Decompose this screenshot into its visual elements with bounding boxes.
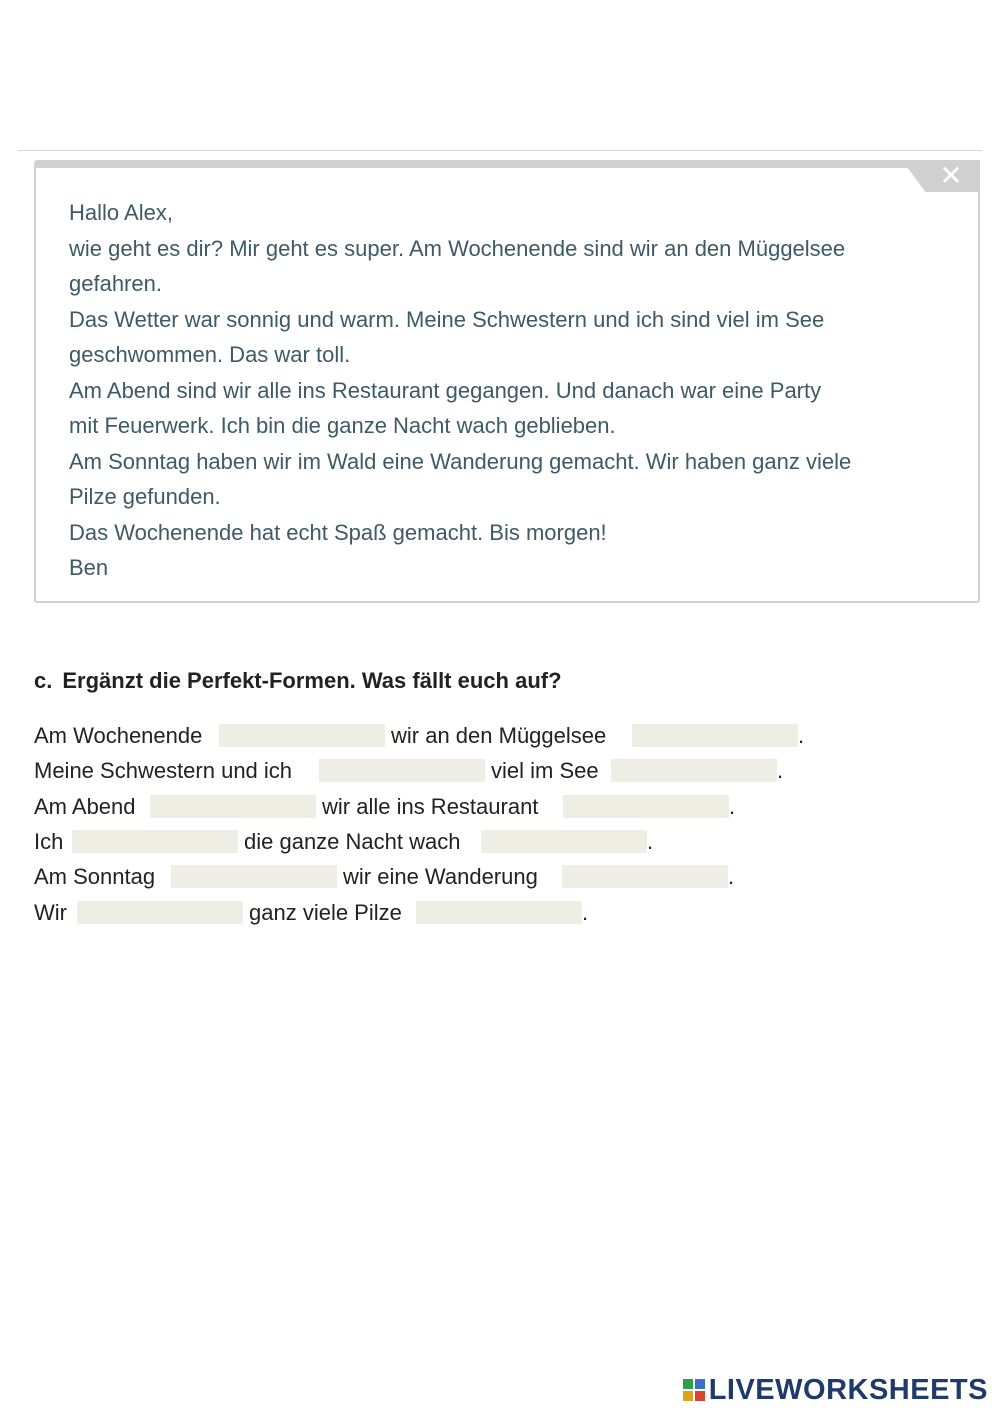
sentence-text: Wir xyxy=(34,900,67,925)
letter-line: Das Wetter war sonnig und warm. Meine Schwestern und ich sind viel im See xyxy=(69,306,825,332)
sentence-period: . xyxy=(729,794,736,819)
answer-gap[interactable] xyxy=(563,795,729,818)
exercise-sentence-1 xyxy=(34,721,834,751)
exercise-sentence-5 xyxy=(34,862,834,892)
liveworksheets-brand xyxy=(683,1372,988,1408)
letter-line: geschwommen. Das war toll. xyxy=(69,342,351,367)
answer-gap[interactable] xyxy=(72,830,238,853)
sentence-period: . xyxy=(798,723,805,748)
email-letter-box xyxy=(34,160,980,603)
sentence-text: die ganze Nacht wach xyxy=(244,829,461,854)
letter-line: mit Feuerwerk. Ich bin die ganze Nacht wach geblieben. xyxy=(69,413,616,438)
letter-text xyxy=(69,195,949,586)
answer-gap[interactable] xyxy=(416,901,582,924)
answer-gap[interactable] xyxy=(171,865,337,888)
sentence-text: Am Sonntag xyxy=(34,864,156,889)
letter-line: Pilze gefunden. xyxy=(69,484,221,509)
letter-line: wie geht es dir? Mir geht es super. Am Wochenende sind wir an den Müggelsee xyxy=(69,235,846,261)
sentence-text: Am Wochenende xyxy=(34,723,203,748)
exercise-sentence-2 xyxy=(34,756,834,786)
sentence-text: Meine Schwestern und ich xyxy=(34,758,293,783)
letter-line: Ben xyxy=(69,555,109,580)
brand-text: LIVEWORKSHEETS xyxy=(708,1373,988,1406)
letter-line: Hallo Alex, xyxy=(69,200,173,225)
answer-gap[interactable] xyxy=(481,830,647,853)
exercise-label: c. xyxy=(34,668,53,693)
sentence-period: . xyxy=(777,758,784,783)
sentence-text: wir an den Müggelsee xyxy=(391,723,607,748)
sentence-text: viel im See xyxy=(491,758,599,783)
sentence-period: . xyxy=(728,864,735,889)
exercise-title: Ergänzt die Perfekt-Formen. Was fällt euch auf? xyxy=(62,668,562,693)
sentence-text: Ich xyxy=(34,829,64,854)
letter-line: gefahren. xyxy=(69,271,162,296)
sentence-period: . xyxy=(582,900,589,925)
exercise-sentence-4 xyxy=(34,827,834,857)
letter-line: Am Abend sind wir alle ins Restaurant gegangen. Und danach war eine Party xyxy=(69,377,822,403)
answer-gap[interactable] xyxy=(562,865,728,888)
sentence-text: Am Abend xyxy=(34,794,136,819)
sentence-text: ganz viele Pilze xyxy=(249,900,402,925)
liveworksheets-logo-icon xyxy=(683,1379,705,1401)
sentence-period: . xyxy=(647,829,654,854)
sentence-text: wir eine Wanderung xyxy=(343,864,538,889)
answer-gap[interactable] xyxy=(77,901,243,924)
answer-gap[interactable] xyxy=(219,724,385,747)
exercise-sentence-6 xyxy=(34,898,834,928)
exercise-heading xyxy=(34,668,562,694)
exercise-sentence-3 xyxy=(34,792,834,822)
answer-gap[interactable] xyxy=(319,759,485,782)
close-icon[interactable]: ✕ xyxy=(939,159,963,192)
top-divider xyxy=(18,150,982,151)
letter-line: Das Wochenende hat echt Spaß gemacht. Bis morgen! xyxy=(69,519,607,545)
answer-gap[interactable] xyxy=(150,795,316,818)
answer-gap[interactable] xyxy=(611,759,777,782)
letter-line: Am Sonntag haben wir im Wald eine Wanderung gemacht. Wir haben ganz viele xyxy=(69,448,852,474)
answer-gap[interactable] xyxy=(632,724,798,747)
sentence-text: wir alle ins Restaurant xyxy=(322,794,539,819)
